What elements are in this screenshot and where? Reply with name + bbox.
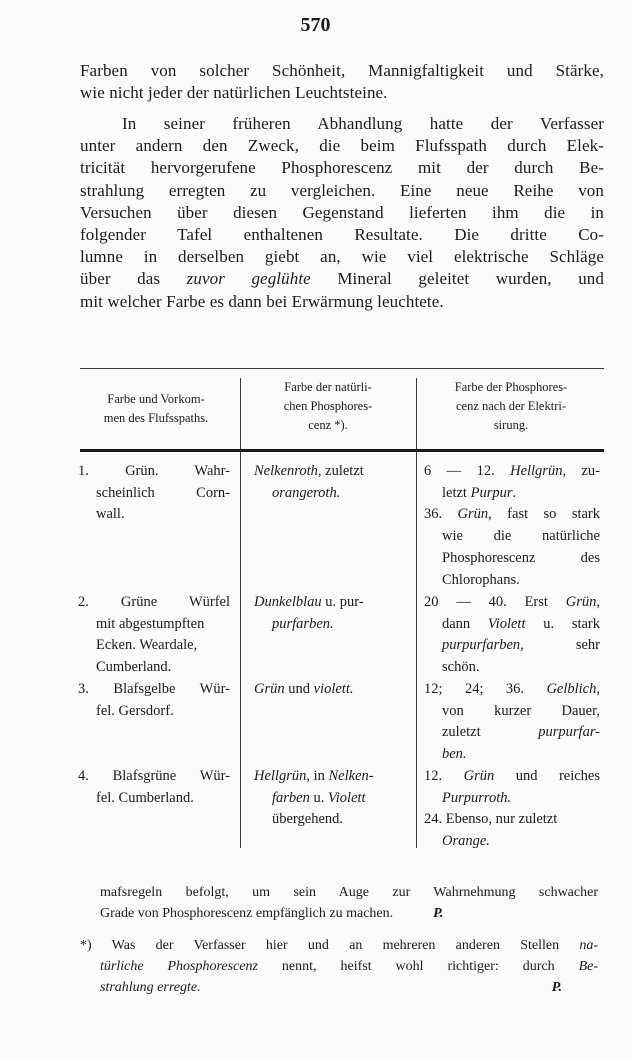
italic-term: türliche Phosphorescenz xyxy=(100,959,258,974)
italic-term: Nelken- xyxy=(328,768,374,784)
italic-term: purpurfarben xyxy=(442,637,521,654)
text-line: In seiner früheren Abhandlung hatte der Verfasser xyxy=(122,114,604,133)
header-line: cenz *). xyxy=(308,418,348,432)
cell-line: Chlorophans. xyxy=(442,571,520,588)
table-row-2-electric xyxy=(424,592,600,679)
cell-text: u. xyxy=(309,789,328,806)
table-row-4-mineral xyxy=(78,766,230,809)
cell-line: wie die natürliche xyxy=(442,528,600,545)
italic-emphasis: zuvor geglühte xyxy=(186,269,311,289)
text-line: mit welcher Farbe es dann bei Erwärmung leuchtete. xyxy=(80,291,444,311)
table-row-2-mineral xyxy=(78,592,230,679)
italic-term: purfarben. xyxy=(272,615,334,632)
italic-term: Violett xyxy=(327,789,366,806)
page-number: 570 xyxy=(300,14,331,36)
cell-line: 2. Grüne Würfel xyxy=(78,594,230,610)
cell-text: , xyxy=(596,594,600,610)
paragraph-continuation xyxy=(80,60,604,104)
footnote-text: Grade von Phosphorescenz empfänglich zu machen. xyxy=(100,906,394,921)
italic-term: Grün xyxy=(457,506,489,523)
cell-line: mit abgestumpften xyxy=(96,615,205,632)
column-header-3 xyxy=(418,378,604,435)
text-line: folgender Tafel enthaltenen Resultate. Die dritte Co- xyxy=(80,225,604,245)
italic-term: Grün xyxy=(254,681,285,697)
cell-text: . xyxy=(512,484,517,501)
cell-text: letzt xyxy=(442,484,471,501)
footnote-line: mafsregeln befolgt, um sein Auge zur Wahrnehmung schwacher xyxy=(100,885,598,900)
column-header-1 xyxy=(76,390,236,428)
italic-term: orangeroth. xyxy=(272,484,341,501)
italic-term: Grün xyxy=(463,768,495,784)
italic-term: Dunkelblau xyxy=(254,594,322,610)
italic-term: farben xyxy=(272,789,310,806)
cell-line: scheinlich Corn- xyxy=(96,484,230,501)
italic-term: na- xyxy=(579,938,599,953)
cell-text: 20 — 40. Erst xyxy=(424,594,566,610)
header-line: men des Flufsspaths. xyxy=(103,411,209,425)
cell-line: Ecken. Weardale, xyxy=(96,637,198,654)
cell-line: fel. Gersdorf. xyxy=(96,702,174,719)
cell-text: 12; 24; 36. xyxy=(424,681,547,697)
cell-line: Cumberland. xyxy=(96,659,172,676)
table-row-1-electric xyxy=(424,461,600,591)
text-line: unter andern den Zweck, die beim Flufsspath durch Elek- xyxy=(80,136,604,156)
cell-line: 24. Ebenso, nur zuletzt xyxy=(424,811,558,828)
text-line xyxy=(80,268,604,290)
table-header-rule xyxy=(80,449,604,452)
cell-text: 6 — 12. xyxy=(424,463,511,479)
cell-text: , zuletzt xyxy=(317,463,364,479)
cell-line: 3. Blafsgelbe Wür- xyxy=(78,681,230,697)
text-line: wie nicht jeder der natürlichen Leuchtsteine. xyxy=(80,83,388,103)
footnote-text: nennt, heifst wohl richtiger: durch xyxy=(281,959,555,974)
italic-term: violett. xyxy=(313,681,354,697)
cell-line: 4. Blafsgrüne Wür- xyxy=(78,768,230,784)
cell-text: u. stark xyxy=(525,615,600,632)
header-line: cenz nach der Elektri- xyxy=(455,399,566,413)
cell-text: zuletzt xyxy=(442,724,539,741)
cell-text: , in xyxy=(306,768,329,784)
cell-line: Phosphorescenz des xyxy=(442,549,600,566)
text-line: tricität hervorgerufene Phosphorescenz mit der durch Be- xyxy=(80,158,604,178)
italic-term: Grün xyxy=(565,594,597,610)
italic-term: strahlung erregte. xyxy=(100,980,201,995)
cell-line: von kurzer Dauer, xyxy=(442,702,600,719)
italic-term: Purpurroth. xyxy=(442,789,512,806)
signature-mark: P. xyxy=(433,906,444,921)
text-line: Farben von solcher Schönheit, Mannigfaltigkeit und Stärke, xyxy=(80,61,604,80)
table-row-2-natural xyxy=(254,592,406,635)
cell-line: wall. xyxy=(96,506,125,523)
italic-term: Hellgrün xyxy=(510,463,563,479)
column-header-2 xyxy=(242,378,414,435)
header-line: Farbe der Phosphores- xyxy=(454,380,568,394)
italic-term: Nelkenroth xyxy=(254,463,318,479)
table-row-3-mineral xyxy=(78,679,230,722)
italic-term: Violett xyxy=(487,615,526,632)
cell-text: u. pur- xyxy=(321,594,364,610)
table-row-4-natural xyxy=(254,766,406,831)
footnote-continuation xyxy=(100,882,598,924)
cell-text: , zu- xyxy=(562,463,600,479)
cell-text: und reiches xyxy=(494,768,601,784)
cell-text: 36. xyxy=(424,506,458,523)
italic-term: Hellgrün xyxy=(254,768,307,784)
header-line: sirung. xyxy=(493,418,529,432)
italic-term: Be- xyxy=(578,959,599,974)
cell-line: 1. Grün. Wahr- xyxy=(78,463,230,479)
italic-term: ben. xyxy=(442,746,467,763)
cell-text: 12. xyxy=(424,768,464,784)
header-line: chen Phosphores- xyxy=(283,399,373,413)
header-line: Farbe der natürli- xyxy=(284,380,372,394)
cell-line: übergehend. xyxy=(272,811,343,828)
table-row-1-natural xyxy=(254,461,406,504)
italic-term: Orange. xyxy=(442,833,490,850)
footnote-text: Was der Verfasser hier und an mehreren anderen Stellen xyxy=(111,938,560,953)
cell-text: , sehr xyxy=(520,637,600,654)
asterisk-footnote xyxy=(80,935,598,998)
text-segment: über das xyxy=(80,269,161,289)
table-row-3-natural xyxy=(254,679,406,701)
italic-term: Gelblich xyxy=(546,681,597,697)
table-row-4-electric xyxy=(424,766,600,853)
text-segment: Mineral geleitet wurden, und xyxy=(337,269,604,289)
cell-text: , fast so stark xyxy=(488,506,601,523)
table-row-1-mineral xyxy=(78,461,230,526)
cell-line: schön. xyxy=(442,659,480,676)
text-line: strahlung erregten zu vergleichen. Eine neue Reihe von xyxy=(80,180,604,200)
text-line: lumne in derselben giebt an, wie viel elektrische Schläge xyxy=(80,247,604,267)
italic-term: Purpur xyxy=(470,484,513,501)
table-row-3-electric xyxy=(424,679,600,766)
cell-line: fel. Cumberland. xyxy=(96,789,194,806)
italic-term: purpurfar- xyxy=(538,724,600,741)
footnote-marker: *) xyxy=(80,938,92,953)
paragraph-body xyxy=(80,113,604,313)
cell-text: dann xyxy=(442,615,488,632)
cell-text: und xyxy=(284,681,314,697)
header-line: Farbe und Vorkom- xyxy=(107,392,205,406)
signature-mark: P. xyxy=(551,980,562,995)
table-top-rule xyxy=(80,368,604,369)
cell-text: , xyxy=(596,681,600,697)
text-line: Versuchen über diesen Gegenstand lieferten ihm die in xyxy=(80,202,604,222)
